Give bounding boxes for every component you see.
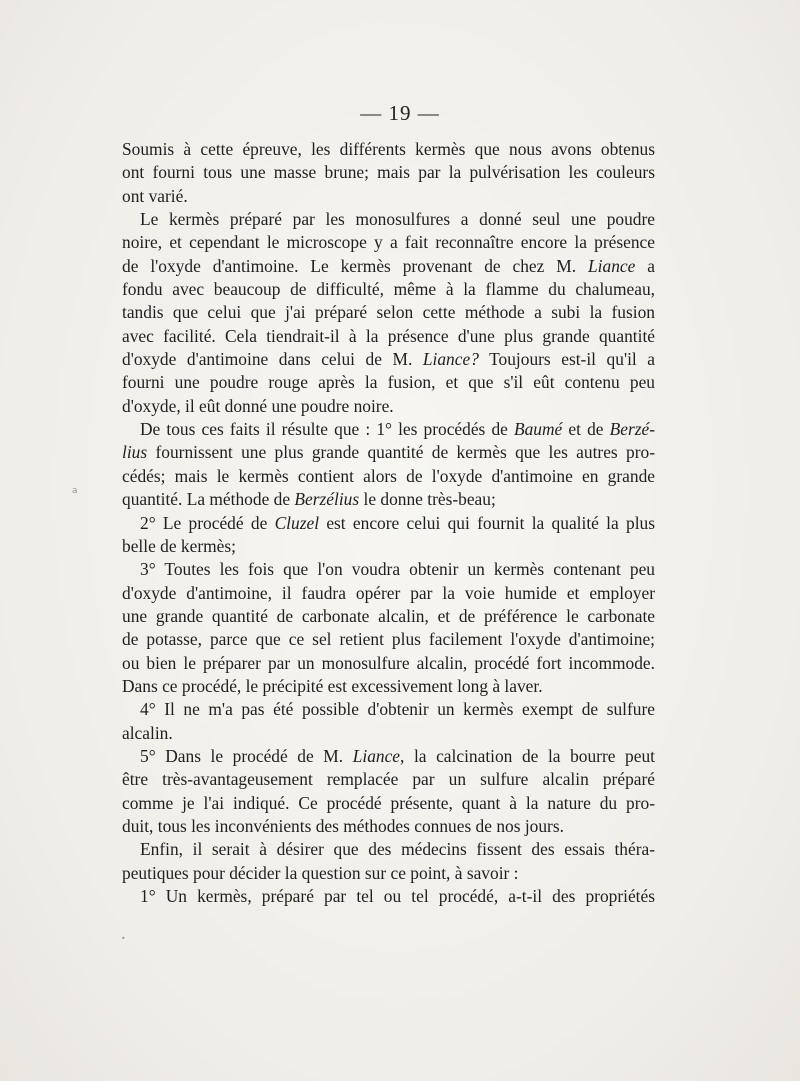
margin-mark: a — [72, 486, 78, 496]
text-line: lius fournissent une plus grande quantité de kermès que les autres pro- — [122, 442, 655, 463]
text-line: fourni une poudre rouge après la fusion, et que s'il eût contenu peu — [122, 372, 655, 393]
text-line: être très-avantageusement remplacée par un sulfure alcalin préparé — [122, 769, 655, 790]
text-line: tandis que celui que j'ai préparé selon cette méthode a subi la fusion — [122, 302, 655, 323]
text-line: De tous ces faits il résulte que : 1° les procédés de Baumé et de Berzé- — [140, 419, 655, 440]
text-line: d'oxyde d'antimoine dans celui de M. Liance? Toujours est-il qu'il a — [122, 349, 656, 370]
text-line: Soumis à cette épreuve, les différents kermès que nous avons obtenus — [122, 139, 655, 159]
text-line: Dans ce procédé, le précipité est excessivement long à laver. — [122, 675, 543, 696]
text-line: cédés; mais le kermès contient alors de l'oxyde d'antimoine en grande — [122, 465, 655, 486]
text-line: alcalin. — [122, 722, 173, 743]
text-line: comme je l'ai indiqué. Ce procédé présente, quant à la nature du pro- — [122, 792, 655, 813]
text-line: noire, et cependant le microscope y a fait reconnaître encore la présence — [122, 232, 655, 253]
text-line: de potasse, parce que ce sel retient plus facilement l'oxyde d'antimoine; — [122, 629, 655, 650]
text-line: 2° Le procédé de Cluzel est encore celui qui fournit la qualité la plus — [140, 512, 655, 533]
text-line: 3° Toutes les fois que l'on voudra obtenir un kermès contenant peu — [140, 559, 655, 580]
text-line: fondu avec beaucoup de difficulté, même à la flamme du chalumeau, — [122, 279, 655, 300]
text-line: quantité. La méthode de Berzélius le donne très-beau; — [122, 489, 496, 510]
text-line: d'oxyde, il eût donné une poudre noire. — [122, 395, 394, 416]
text-line: belle de kermès; — [122, 535, 236, 556]
text-line: 1° Un kermès, préparé par tel ou tel procédé, a-t-il des propriétés — [140, 886, 655, 906]
text-line: de l'oxyde d'antimoine. Le kermès provenant de chez M. Liance a — [122, 255, 655, 276]
body-text — [122, 138, 655, 908]
page-number: — 19 — — [360, 101, 440, 125]
text-line: peutiques pour décider la question sur ce point, à savoir : — [122, 862, 519, 883]
text-line: ou bien le préparer par un monosulfure alcalin, procédé fort incommode. — [122, 652, 655, 673]
text-line: avec facilité. Cela tiendrait-il à la présence d'une plus grande quantité — [122, 325, 655, 346]
text-line: 4° Il ne m'a pas été possible d'obtenir un kermès exempt de sulfure — [140, 699, 655, 720]
text-line: duit, tous les inconvénients des méthodes connues de nos jours. — [122, 815, 564, 836]
text-line: d'oxyde d'antimoine, il faudra opérer par la voie humide et employer — [122, 582, 655, 603]
bottom-dot: • — [121, 934, 126, 943]
text-line: ont varié. — [122, 185, 188, 206]
text-line: une grande quantité de carbonate alcalin, et de préférence le carbonate — [122, 605, 655, 626]
text-line: ont fourni tous une masse brune; mais par la pulvérisation les couleurs — [122, 162, 655, 183]
text-line: Le kermès préparé par les monosulfures a donné seul une poudre — [140, 209, 655, 230]
text-line: Enfin, il serait à désirer que des médecins fissent des essais théra- — [140, 839, 655, 860]
text-line: 5° Dans le procédé de M. Liance, la calcination de la bourre peut — [140, 745, 655, 766]
